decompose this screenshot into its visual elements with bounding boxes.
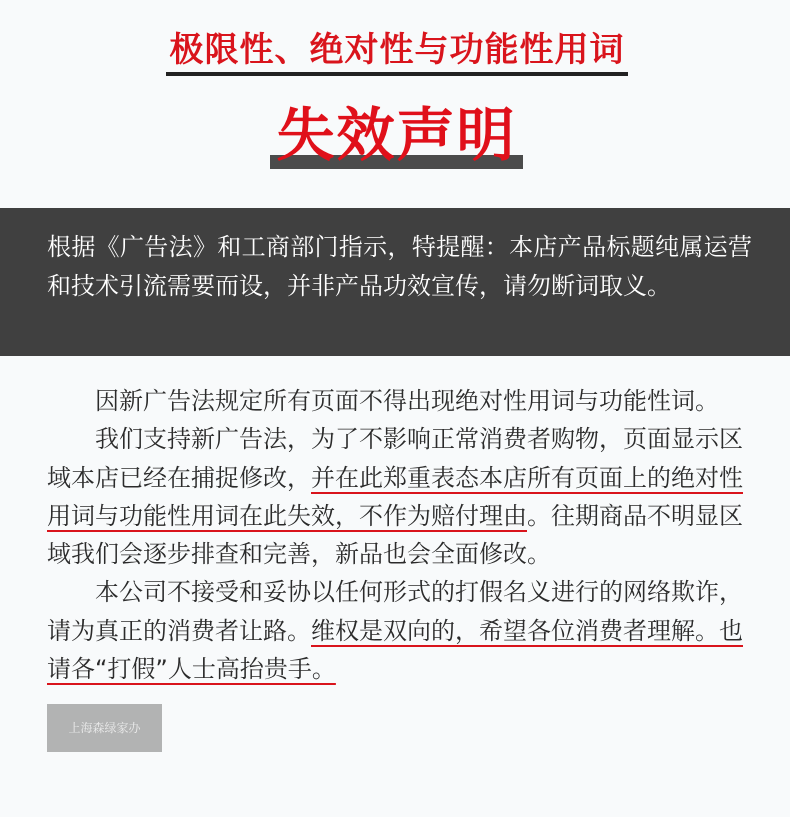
paragraph-1-text: 因新广告法规定所有页面不得出现绝对性用词与功能性词。	[95, 387, 719, 415]
paragraph-3	[47, 573, 751, 688]
declaration-body	[47, 382, 751, 688]
paragraph-2	[47, 420, 751, 573]
paragraph-2-highlight: 并在此郑重表态本店所有页面上的绝对性用词与功能性用词在此失效，不作为赔付理由	[47, 463, 743, 530]
paragraph-2-text: 我们支持新广告法，为了不影响正常消费者购物，页面显示区域本店已经在捕捉修改，	[47, 425, 743, 492]
subtitle-underline	[166, 72, 628, 76]
paragraph-2-tail: 。往期商品不明显区域我们会逐步排查和完善，新品也会全面修改。	[47, 501, 743, 569]
page-title: 失效声明	[276, 101, 517, 169]
heading-block	[0, 0, 790, 208]
subtitle: 极限性、绝对性与功能性用词	[169, 30, 625, 70]
notice-text: 根据《广告法》和工商部门指示，特提醒：本店产品标题纯属运营和技术引流需要而设，并非产品功效宣传，请勿断词取义。	[47, 233, 752, 300]
paragraph-3-text: 本公司不接受和妥协以任何形式的打假名义进行的网络欺诈，请为真正的消费者让路。	[47, 578, 743, 645]
paragraph-3-highlight: 维权是双向的，希望各位消费者理解。也请各“打假”人士高抬贵手。	[47, 616, 743, 684]
watermark-logo: 上海森绿家办	[47, 704, 162, 752]
paragraph-1	[47, 382, 751, 420]
